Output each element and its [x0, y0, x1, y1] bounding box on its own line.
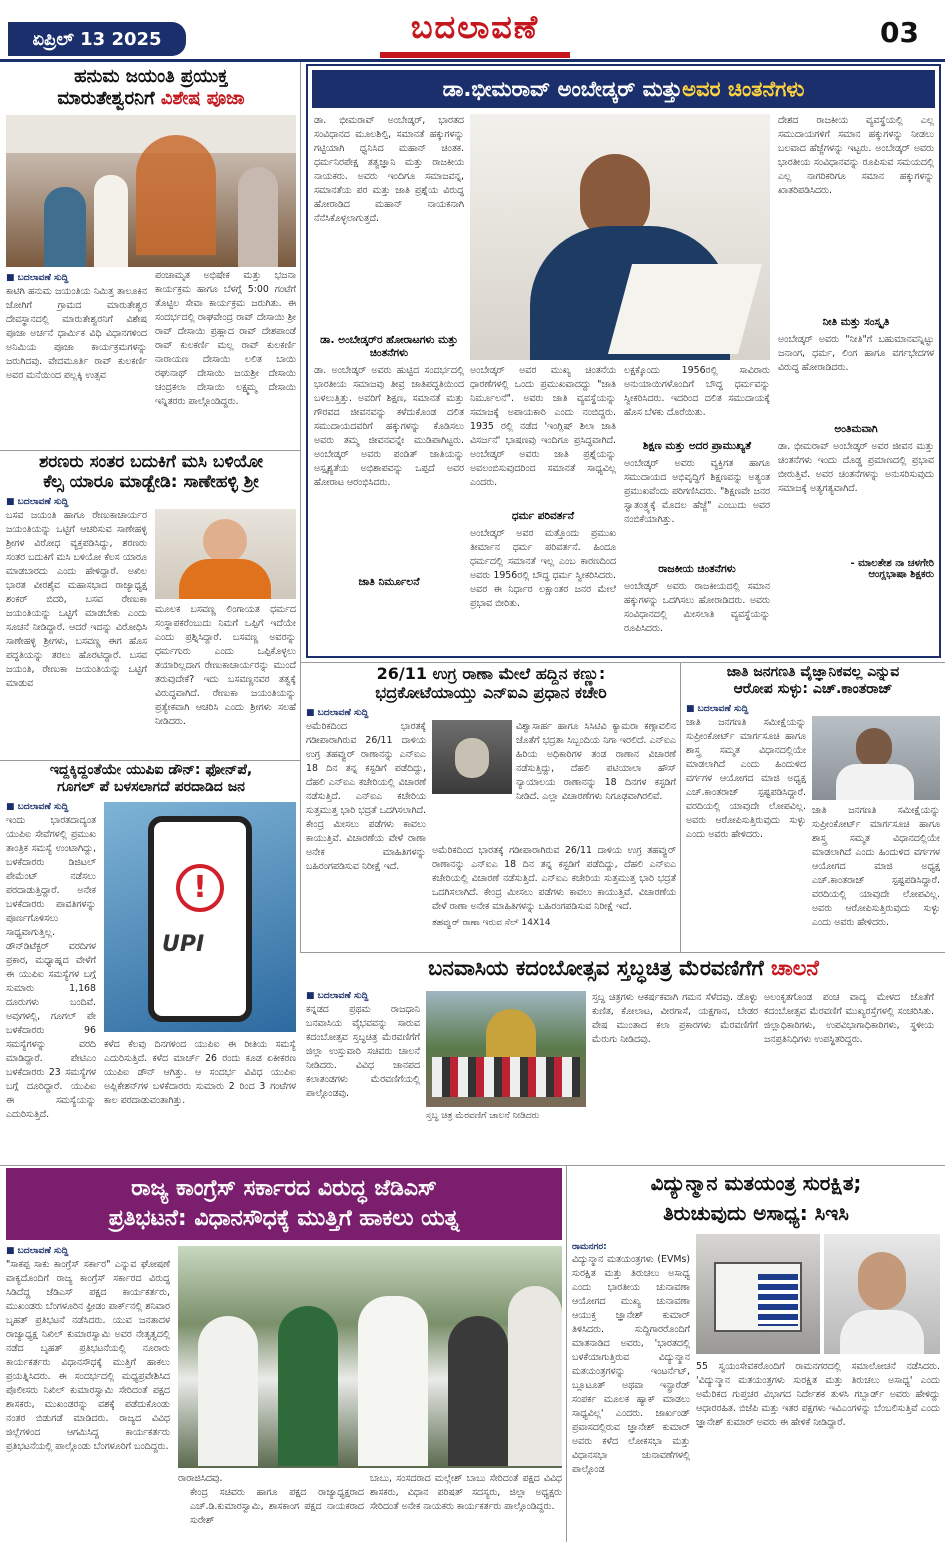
article-ambedkar — [306, 64, 941, 658]
photo-caption: ತಹವ್ವುರ್ ರಾಣಾ ಇರುವ ಸೆಲ್ 14X14 — [432, 918, 551, 929]
ambedkar-portrait — [470, 114, 770, 360]
ambedkar-col1-lower — [314, 328, 464, 593]
rana-photo — [432, 720, 512, 794]
article-kantharaj — [686, 664, 940, 950]
section-divider — [0, 1165, 945, 1166]
article-sanehalli-shri — [6, 452, 296, 758]
ambedkar-body-col4c: ಡಾ. ಭೀಮರಾವ್ ಅಂಬೇಡ್ಕರ್ ಅವರ ಜೀವನ ಮತ್ತು ಚಿಂತನೆಗಳು ಇಂದು ದೊಡ್ಡ ಪ್ರಮಾಣದಲ್ಲಿ ಪ್ರಭಾವ ಬೀರುತ್ತಿವೆ. ಅವರ ಚಿಂತನೆಗಳನ್ನು ಅನುಸರಿಸುವುದು ಸಮಾಜಕ್ಕೆ ಅತ್ಯಗತ್ಯವಾಗಿದೆ. — [778, 441, 934, 494]
headline-line2: ಭದ್ರಕೋಟೆಯಾಯ್ತು ಎನ್‌ಐಎ ಪ್ರಧಾನ ಕಚೇರಿ — [375, 683, 607, 703]
headline-line1: ಹನುಮ ಜಯಂತಿ ಪ್ರಯುಕ್ತ — [74, 66, 228, 87]
ambedkar-body-col4b: ಅಂಬೇಡ್ಕರ್ ಅವರು "ನೀತಿ"ಗೆ ಬಹುಮಾನವನ್ನಿಟ್ಟು ಜನಾಂಗ, ಧರ್ಮ, ಲಿಂಗ ಹಾಗೂ ವರ್ಗಭೇದಗಳ ವಿರುದ್ಧ ಹೋರಾಡಿದರು. — [778, 334, 934, 373]
article-body-col1: ಜಾತಿ ಜನಗಣತಿ ಸಮೀಕ್ಷೆಯನ್ನು ಸುಪ್ರೀಂಕೋರ್ಟ್ ಮಾರ್ಗಸೂಚಿ ಹಾಗೂ ಶಾಸ್ತ್ರ ಸಮ್ಮತ ವಿಧಾನದಲ್ಲಿಯೇ ಮಾಡಲಾಗಿದೆ ಎಂದು ಹಿಂದುಳಿದ ವರ್ಗಗಳ ಆಯೋಗದ ಮಾಜಿ ಅಧ್ಯಕ್ಷ ಎಚ್.ಕಾಂತರಾಜ್ ಸ್ಪಷ್ಟಪಡಿಸಿದ್ದಾರೆ. ವರದಿಯಲ್ಲಿ ಯಾವುದೇ ಲೋಪವಿಲ್ಲ. ಅವರು ಆರೋಪಿಸುತ್ತಿರುವುದು ಸುಳ್ಳು ಎಂದು ಅವರು ಹೇಳಿದರು. — [686, 716, 806, 840]
headline-line2: ಮಾರುತೇಶ್ವರನಿಗೆ ವಿಶೇಷ ಪೂಜಾ — [57, 87, 245, 109]
newspaper-title: ಬದಲಾವಣೆ — [410, 8, 540, 46]
headline: ಬನವಾಸಿಯ ಕದಂಬೋತ್ಸವ ಸ್ತಬ್ಧಚಿತ್ರ ಮೆರವಣಿಗೆಗೆ ಚಾಲನೆ — [428, 956, 819, 980]
section-divider — [0, 760, 300, 761]
dateline: ರಾಮನಗರ: — [572, 1242, 607, 1252]
byline: ■ ಬದಲಾವಣೆ ಸುದ್ದಿ — [306, 991, 369, 1002]
brand-underline — [380, 52, 570, 58]
ambedkar-headline: ಡಾ.ಭೀಮರಾವ್ ಅಂಬೇಡ್ಕರ್ ಮತ್ತು ಅವರ ಚಿಂತನೆಗಳು — [312, 70, 935, 108]
article-body-col1: "ಸಾಕಪ್ಪ ಸಾಕು ಕಾಂಗ್ರೆಸ್ ಸರ್ಕಾರ" ಎನ್ನುವ ಘೋಷಣೆ ವಾಕ್ಯದೊಂದಿಗೆ ರಾಜ್ಯ ಕಾಂಗ್ರೆಸ್ ಸರ್ಕಾರದ ವಿರುದ್ಧ ಸಿಡಿದೆದ್ದ ಜೆಡಿಎಸ್ ಪಕ್ಷದ ಕಾರ್ಯಕರ್ತರು, ಮುಖಂಡರು ಬೆಂಗಳೂರಿನ ಫ್ರೀಡಂ ಪಾರ್ಕ್‌ನಲ್ಲಿ ಶನಿವಾರ ಬೃಹತ್ ಪ್ರತಿಭಟನೆ ನಡೆಸಿದರು. ಯುವ ಜನತಾದಳ ರಾಜ್ಯಾಧ್ಯಕ್ಷ ನಿಖಿಲ್ ಕುಮಾರಸ್ವಾಮಿ ಅವರ ನೇತೃತ್ವದಲ್ಲಿ ನಡೆದ ಬೃಹತ್ ಪ್ರತಿಭಟನೆಯಲ್ಲಿ ನೂರಾರು ಕಾರ್ಯಕರ್ತರು ವಿಧಾನಸೌಧಕ್ಕೆ ಮುತ್ತಿಗೆ ಹಾಕಲು ಪ್ರಯತ್ನಿಸಿದರು. ಈ ಸಂದರ್ಭದಲ್ಲಿ ಮಧ್ಯಪ್ರವೇಶಿಸಿದ ಪೊಲೀಸರು ನಿಖಿಲ್ ಕುಮಾರಸ್ವಾಮಿ ಸೇರಿದಂತೆ ಪಕ್ಷದ ಶಾಸಕರು, ಮುಖಂಡರನ್ನು ವಶಕ್ಕೆ ಪಡೆದುಕೊಂಡು ನಂತರ ಬಿಡುಗಡೆ ಮಾಡಿದರು. ರಾಜ್ಯದ ವಿವಿಧ ಜಿಲ್ಲೆಗಳಿಂದ ಆಗಮಿಸಿದ್ದ ಕಾರ್ಯಕರ್ತರು ಪ್ರತಿಭಟನೆಯಲ್ಲಿ ಪಾಲ್ಗೊಂಡು ಬೆಂಗಳೂರಿಗೆ ಬಂದಿದ್ದರು. — [6, 1259, 170, 1452]
ambedkar-body-col3: ಲಕ್ಷಕ್ಕೊಂದು 1956ರಲ್ಲಿ ಸಾವಿರಾರು ಅನುಯಾಯಿಗಳೊಂದಿಗೆ ಬೌದ್ಧ ಧರ್ಮವನ್ನು ಸ್ವೀಕರಿಸಿದರು. ಇದರಿಂದ ದಲಿತ ಸಮುದಾಯಕ್ಕೆ ಹೊಸ ಬೆಳಕು ದೊರೆಯಿತು. — [624, 365, 770, 418]
article-body-col1: ವಿದ್ಯುನ್ಮಾನ ಮತಯಂತ್ರಗಳು (EVMs) ಸುರಕ್ಷಿತ ಮತ್ತು ತಿರುಚಲು ಅಸಾಧ್ಯ ಎಂದು ಭಾರತೀಯ ಚುನಾವಣಾ ಆಯೋಗದ ಮುಖ್ಯ ಚುನಾವಣಾ ಆಯುಕ್ತ ಜ್ಞಾನೇಶ್ ಕುಮಾರ್ ತಿಳಿಸಿದರು. ಸುದ್ದಿಗಾರರೊಂದಿಗೆ ಮಾತನಾಡಿದ ಅವರು, 'ಭಾರತದಲ್ಲಿ ಬಳಕೆಯಾಗುತ್ತಿರುವ ವಿದ್ಯುನ್ಮಾನ ಮತಯಂತ್ರಗಳನ್ನು ಇಂಟರ್ನೆಟ್, ಬ್ಲೂಟೂತ್ ಅಥವಾ ಇನ್ಫ್ರಾರೆಡ್ ಸಂಪರ್ಕ ಮೂಲಕ ಹ್ಯಾಕ್ ಮಾಡಲು ಸಾಧ್ಯವಿಲ್ಲ' ಎಂದರು. ಜಾರ್ಖಂಡ್ ಪ್ರವಾಸದಲ್ಲಿರುವ ಜ್ಞಾನೇಶ್ ಕುಮಾರ್ ಅವರು ಕಳೆದ ಲೋಕಸಭಾ ಮತ್ತು ವಿಧಾನಸಭಾ ಚುನಾವಣೆಗಳಲ್ಲಿ ಪಾಲ್ಗೊಂಡ — [572, 1254, 690, 1475]
column-divider — [680, 662, 681, 952]
subheading: ಜಾತಿ ನಿರ್ಮೂಲನೆ — [358, 576, 420, 588]
subheading: ನೀತಿ ಮತ್ತು ಸಂಸ್ಕೃತಿ — [822, 316, 890, 328]
byline: ■ ಬದಲಾವಣೆ ಸುದ್ದಿ — [6, 273, 69, 284]
article-body-col3: ಅಮೆರಿಕದಿಂದ ಭಾರತಕ್ಕೆ ಗಡೀಪಾರಾಗಿರುವ 26/11 ದಾಳಿಯ ಉಗ್ರ ತಹವ್ವುರ್ ರಾಣಾನನ್ನು ಎನ್‌ಐಎ 18 ದಿನ ತನ್ನ ಕಸ್ಟಡಿಗೆ ಪಡೆದಿದ್ದು, ದೆಹಲಿ ಎನ್‌ಐಎ ಕಚೇರಿಯಲ್ಲಿ ವಿಚಾರಣೆ ನಡೆಸುತ್ತಿದೆ. ಎನ್‌ಐಎ ಕಚೇರಿಯ ಸುತ್ತಮುತ್ತ ಭಾರಿ ಭದ್ರತೆ ಒದಗಿಸಲಾಗಿದೆ. ಕೇಂದ್ರ ಮೀಸಲು ಪಡೆಗಳು ಕಾವಲು ಕಾಯುತ್ತಿವೆ. ವಿಚಾರಣೆಯ ವೇಳೆ ರಾಣಾ ಅನೇಕ ಮಾಹಿತಿಗಳನ್ನು ಬಹಿರಂಗಪಡಿಸುವ ನಿರೀಕ್ಷೆ ಇದೆ. — [432, 845, 676, 913]
ambedkar-body-col2: ಅಂಬೇಡ್ಕರ್ ಅವರ ಮುಖ್ಯ ಚಿಂತನೆಯ ಧಾರಣೆಗಳಲ್ಲಿ ಒಂದು ಪ್ರಮುಖವಾದದ್ದು "ಜಾತಿ ನಿರ್ಮೂಲನೆ". ಅವರು ಜಾತಿ ವ್ಯವಸ್ಥೆಯನ್ನು ಸಮಾಜಕ್ಕೆ ಅಪಾಯಕಾರಿ ಎಂದು ನಂಬಿದ್ದರು. 1935 ರಲ್ಲಿ ನಡೆದ 'ಇಂಗ್ಲಿಷ್ ಶಿಲಾ ಜಾತಿ ವಿಸರ್ಜನೆ' ಭಾಷಣವು ಇಂದಿಗೂ ಪ್ರಸಿದ್ಧವಾಗಿದೆ. ಅಂಬೇಡ್ಕರ್ ಅವರು ಜಾತಿ ಪ್ರಶ್ನೆಯನ್ನು ಅವಲಂಬಿಸುವುದರಿಂದ ಸಮಾನತೆ ಸಾಧ್ಯವಿಲ್ಲ ಎಂದರು. — [470, 365, 616, 488]
article-body-col3: ಅಲಂಕೃತಗೊಂಡ ಪಂಚ ವಾದ್ಯ ಮೇಳದ ಜೊತೆಗೆ ಕದಂಬೋತ್ಸವ ಮೆರವಣಿಗೆ ಮುಖ್ಯರಸ್ತೆಗಳಲ್ಲಿ ಸಂಚರಿಸಿತು. ಜಿಲ್ಲಾಧಿಕಾರಿಗಳು, ಉಪವಿಭಾಗಾಧಿಕಾರಿಗಳು, ಸ್ಥಳೀಯ ಜನಪ್ರತಿನಿಧಿಗಳು ಉಪಸ್ಥಿತರಿದ್ದರು. — [764, 992, 934, 1046]
article-body-col1: ಇಂದು ಭಾರತದಾದ್ಯಂತ ಯುಪಿಐ ಸೇವೆಗಳಲ್ಲಿ ಪ್ರಮುಖ ತಾಂತ್ರಿಕ ಸಮಸ್ಯೆ ಉಂಟಾಗಿದ್ದು, ಬಳಕೆದಾರರು ಡಿಜಿಟಲ್ ಪೇಮೆಂಟ್ ನಡೆಸಲು ಪರದಾಡುತ್ತಿದ್ದಾರೆ. ಅನೇಕ ಬಳಕೆದಾರರು ಪಾವತಿಗಳನ್ನು ಪೂರ್ಣಗೊಳಿಸಲು ಸಾಧ್ಯವಾಗುತ್ತಿಲ್ಲ. ಡೌನ್‌ಡಿಟೆಕ್ಟರ್ ವರದಿಗಳ ಪ್ರಕಾರ, ಮಧ್ಯಾಹ್ನದ ವೇಳೆಗೆ ಈ ಯುಪಿಐ ಸಮಸ್ಯೆಗಳ ಬಗ್ಗೆ ಸುಮಾರು 1,168 ದೂರುಗಳು ಬಂದಿವೆ. ಅವುಗಳಲ್ಲಿ, ಗೂಗಲ್ ಪೇ ಬಳಕೆದಾರರು 96 ಸಮಸ್ಯೆಗಳನ್ನು ವರದಿ ಮಾಡಿದ್ದಾರೆ. ಪೇಟಿಎಂ ಬಳಕೆದಾರರು 23 ಸಮಸ್ಯೆಗಳ ಬಗ್ಗೆ ದೂರಿದ್ದಾರೆ. ಯುಪಿಐ ಈ ಸಮಸ್ಯೆಯನ್ನು ಎದುರಿಸುತ್ತಿದೆ. — [6, 814, 96, 1120]
byline: ■ ಬದಲಾವಣೆ ಸುದ್ದಿ — [6, 801, 69, 812]
subheading: ಶಿಕ್ಷಣ ಮತ್ತು ಅದರ ಪ್ರಾಮುಖ್ಯತೆ — [642, 440, 752, 452]
ambedkar-body-col2b: ಅಂಬೇಡ್ಕರ್ ಅವರ ಮತ್ತೊಂದು ಪ್ರಮುಖ ತೀರ್ಮಾನ ಧರ್ಮ ಪರಿವರ್ತನೆ. ಹಿಂದೂ ಧರ್ಮದಲ್ಲಿ ಸಮಾನತೆ ಇಲ್ಲ ಎಂಬ ಕಾರಣದಿಂದ ಅವರು 1956ರಲ್ಲಿ ಬೌದ್ಧ ಧರ್ಮ ಸ್ವೀಕರಿಸಿದರು. ಅವರ ಈ ನಿರ್ಧಾರ ಲಕ್ಷಾಂತರ ಜನರ ಮೇಲೆ ಪ್ರಭಾವ ಬೀರಿತು. — [470, 528, 616, 609]
article-body-col2: ಮೂಲಕ ಬಸವಣ್ಣ ಲಿಂಗಾಯತ ಧರ್ಮದ ಸಂಸ್ಥಾಪಕರೆಂಬುದು ನಿಮಗೆ ಒಪ್ಪಿಗೆ ಇದೆಯೇ ಎಂದು ಪ್ರಶ್ನಿಸಿದ್ದಾರೆ. ಬಸವಣ್ಣ ಅವರನ್ನು ಧರ್ಮಗುರು ಎಂದು ಒಪ್ಪಿಕೊಳ್ಳಲು ತಯಾರಿಲ್ಲದಾಗ ರೇಣುಕಾಚಾರ್ಯರನ್ನು ಮುಂದೆ ತರುವುದೇಕೆ? ಇದು ಬಸವಣ್ಣನವರ ತತ್ವಕ್ಕೆ ವಿರುದ್ಧವಾಗಿದೆ. ರೇಣುಕಾ ಜಯಂತಿಯನ್ನು ಪ್ರತ್ಯೇಕವಾಗಿ ಆಚರಿಸಿ ಎಂದು ಶ್ರೀಗಳು ಸಲಹೆ ನೀಡಿದರು. — [155, 603, 296, 727]
photo-caption-left: ಕೇಂದ್ರ ಸಚಿವರು ಹಾಗೂ ಪಕ್ಷದ ರಾಜ್ಯಾಧ್ಯಕ್ಷರಾದ ಎಚ್.ಡಿ.ಕುಮಾರಸ್ವಾಮಿ, ಶಾಸಕಾಂಗ ಪಕ್ಷದ ನಾಯಕರಾದ ಸುರೇಶ್ — [190, 1487, 364, 1526]
ambedkar-col3 — [624, 364, 770, 636]
article-body-col1: ಕಾಟಿಗಿ ಹನುಮ ಜಯಂತಿಯ ನಿಮಿತ್ತ ತಾಲೂಕಿನ ಜೋಗಿಗೆ ಗ್ರಾಮದ ಮಾರುತೇಶ್ವರ ದೇವಸ್ಥಾನದಲ್ಲಿ ಮಾರುತೇಶ್ವರನಿಗೆ ವಿಶೇಷ ಪೂಜಾ ಅರ್ಚನೆ ಧಾರ್ಮಿಕ ವಿಧಿ ವಿಧಾನಗಳಿಂದ ಅನಿಮಿಯ ಪೂಜಾ ಕಾರ್ಯಕ್ರಮಗಳನ್ನು ಜರುಗಿದವು. ವೇದಮೂರ್ತಿ ರಾವ್ ಕುಲಕರ್ಣಿ ಅವರ ಮನೆಯಿಂದ ಪಲ್ಲಕ್ಕಿ ಉತ್ಸವ — [6, 286, 147, 382]
issue-date: ಏಪ್ರಿಲ್ 13 2025 — [8, 22, 186, 56]
evm-photo — [696, 1234, 820, 1354]
headline-line2: ಗೂಗಲ್ ಪೆ ಬಳಸಲಾಗದೆ ಪರದಾಡಿದ ಜನ — [57, 778, 245, 795]
ambedkar-body-col4: ದೇಶದ ರಾಜಕೀಯ ವ್ಯವಸ್ಥೆಯಲ್ಲಿ ಎಲ್ಲ ಸಮುದಾಯಗಳಿಗೆ ಸಮಾನ ಹಕ್ಕುಗಳನ್ನು ನೀಡಲು ಬಲವಾದ ಹೆಜ್ಜೆಗಳನ್ನು ಇಟ್ಟರು. ಅಂಬೇಡ್ಕರ್ ಅವರು ಭಾರತೀಯ ಸಂವಿಧಾನವನ್ನು ರೂಪಿಸುವ ಸಮಯದಲ್ಲಿ ಎಲ್ಲ ನಾಗರಿಕರಿಗೂ ಸಮಾನ ಹಕ್ಕುಗಳನ್ನು ಖಾತರಿಪಡಿಸಿದರು. — [778, 115, 934, 196]
article-body-col2: ಪಂಚಾಮೃತ ಅಭಿಷೇಕ ಮತ್ತು ಭಜನಾ ಕಾರ್ಯಕ್ರಮ ಹಾಗೂ ಬೆಳಗ್ಗೆ 5:00 ಗಂಟೆಗೆ ತೊಟ್ಟಿಲ ಸೇವಾ ಕಾರ್ಯಕ್ರಮ ಜರುಗಿತು. ಈ ಸಂದರ್ಭದಲ್ಲಿ ರಾಘವೇಂದ್ರ ರಾವ್ ದೇಸಾಯಿ ಶ್ರೀ ರಾವ್ ದೇಸಾಯಿ ಪ್ರಹ್ಲಾದ ರಾವ್ ದೇಶಪಾಂಡೆ ರಾವ್ ಕುಲಕರ್ಣಿ ಮಲ್ಲ ರಾವ್ ಕುಲಕರ್ಣಿ ನಾರಾಯಣ ದೇಸಾಯಿ ಲಲಿತ ಬಾಯಿ ರಘುನಾಥ್ ದೇಸಾಯಿ ಜಯಶ್ರೀ ದೇಸಾಯಿ ಚಂದ್ರಕಲಾ ದೇಸಾಯಿ ಲಕ್ಷ್ಮಮ್ಮ ದೇಸಾಯಿ ಇನ್ನಿತರರು ಪಾಲ್ಗೊಂಡಿದ್ದರು. — [155, 270, 296, 408]
cec-photo — [824, 1234, 940, 1354]
headline-line2: ತಿರುಚುವುದು ಅಸಾಧ್ಯ: ಸಿಇಸಿ — [663, 1201, 849, 1225]
ambedkar-col4 — [778, 114, 934, 580]
column-divider — [566, 1165, 567, 1542]
article-body-col2: ಸ್ತಬ್ಧ ಚಿತ್ರಗಳು ಆಕರ್ಷಕವಾಗಿ ಗಮನ ಸೆಳೆದವು. ಡೊಳ್ಳು ಕುಣಿತ, ಕೋಲಾಟ, ವೀರಗಾಸೆ, ಯಕ್ಷಗಾನ, ಬೇಡರ ವೇಷ ಮುಂತಾದ ಕಲಾ ಪ್ರಕಾರಗಳು ಮೆರವಣಿಗೆಗೆ ಮೆರುಗು ನೀಡಿದವು. — [592, 992, 758, 1046]
swamiji-photo — [155, 509, 296, 599]
ambedkar-body-col3c: ಅಂಬೇಡ್ಕರ್ ಅವರು ರಾಜಕೀಯದಲ್ಲಿ ಸಮಾನ ಹಕ್ಕುಗಳನ್ನು ಒದಗಿಸಲು ಹೋರಾಡಿದರು. ಅವರು ಸಂವಿಧಾನದಲ್ಲಿ ಮೀಸಲಾತಿ ವ್ಯವಸ್ಥೆಯನ್ನು ರೂಪಿಸಿದರು. — [624, 581, 770, 634]
subheading: ಡಾ. ಅಂಬೇಡ್ಕರ್‌ರ ಹೋರಾಟಗಳು ಮತ್ತು ಚಿಂತನೆಗಳು — [320, 334, 458, 359]
author-name: - ಮಾಲತೇಶ ನಾ ಚಳಗೇರಿ — [850, 558, 934, 569]
headline-line1: ಜಾತಿ ಜನಗಣತಿ ವೈಜ್ಞಾನಿಕವಲ್ಲ ಎನ್ನುವ — [726, 664, 900, 680]
upi-logo: UPI — [162, 931, 205, 957]
headline-line1: ಇದ್ದಕ್ಕಿದ್ದಂತೆಯೇ ಯುಪಿಐ ಡೌನ್: ಫೋನ್‌ಪೆ, — [49, 762, 253, 778]
article-upi-down — [6, 762, 296, 1162]
ambedkar-body-col3b: ಅಂಬೇಡ್ಕರ್ ಅವರು ವ್ಯಕ್ತಿಗತ ಹಾಗೂ ಸಮುದಾಯದ ಅಭಿವೃದ್ಧಿಗೆ ಶಿಕ್ಷಣವನ್ನು ಅತ್ಯಂತ ಪ್ರಮುಖವೆಂದು ಪರಿಗಣಿಸಿದರು. "ಶಿಕ್ಷಣವೇ ಜನರ ಸ್ವಾತಂತ್ರ್ಯಕ್ಕೆ ಮೊದಲ ಹೆಜ್ಜೆ" ಎಂಬುದು ಅವರ ನಂಬಿಕೆಯಾಗಿತ್ತು. — [624, 458, 770, 525]
jds-headline — [6, 1168, 562, 1240]
article-body-col2: ಕಳೆದ ಕೆಲವು ದಿನಗಳಿಂದ ಯುಪಿಐ ಈ ರೀತಿಯ ಸಮಸ್ಯೆ ಎದುರಿಸುತ್ತಿದೆ. ಕಳೆದ ಮಾರ್ಚ್ 26 ರಂದು ಕೂಡ ಏಕೀಕರಣ ಯುಪಿಐ ಡೌನ್ ಆಗಿತ್ತು. ಆ ಸಂದರ್ಭ ವಿವಿಧ ಯುಪಿಐ ಅಪ್ಲಿಕೇಶನ್‌ಗಳ ಬಳಕೆದಾರರು ಸುಮಾರು 2 ರಿಂದ 3 ಗಂಟೆಗಳ ಕಾಲ ಪರದಾಡುವಂತಾಗಿತ್ತು. — [104, 1038, 296, 1106]
warning-icon: ! — [176, 864, 224, 912]
section-divider — [300, 662, 945, 663]
subheading: ಧರ್ಮ ಪರಿವರ್ತನೆ — [511, 510, 575, 522]
column-divider — [300, 662, 301, 952]
headline-line1: ರಾಜ್ಯ ಕಾಂಗ್ರೆಸ್ ಸರ್ಕಾರದ ವಿರುದ್ಧ ಜೆಡಿಎಸ್ — [131, 1176, 437, 1201]
headline-line2: ಪ್ರತಿಭಟನೆ: ವಿಧಾನಸೌಧಕ್ಕೆ ಮುತ್ತಿಗೆ ಹಾಕಲು ಯತ್ನ — [108, 1206, 460, 1231]
headline-line1: 26/11 ಉಗ್ರ ರಾಣಾ ಮೇಲೆ ಹದ್ದಿನ ಕಣ್ಣು: — [376, 664, 606, 683]
byline: ■ ಬದಲಾವಣೆ ಸುದ್ದಿ — [6, 496, 69, 507]
byline: ■ ಬದಲಾವಣೆ ಸುದ್ದಿ — [686, 703, 749, 714]
article-body-col2: ಜಾತಿ ಜನಗಣತಿ ಸಮೀಕ್ಷೆಯನ್ನು ಸುಪ್ರೀಂಕೋರ್ಟ್ ಮಾರ್ಗಸೂಚಿ ಹಾಗೂ ಶಾಸ್ತ್ರ ಸಮ್ಮತ ವಿಧಾನದಲ್ಲಿಯೇ ಮಾಡಲಾಗಿದೆ ಎಂದು ಹಿಂದುಳಿದ ವರ್ಗಗಳ ಆಯೋಗದ ಮಾಜಿ ಅಧ್ಯಕ್ಷ ಎಚ್.ಕಾಂತರಾಜ್ ಸ್ಪಷ್ಟಪಡಿಸಿದ್ದಾರೆ. ವರದಿಯಲ್ಲಿ ಯಾವುದೇ ಲೋಪವಿಲ್ಲ. ಅವರು ಆರೋಪಿಸುತ್ತಿರುವುದು ಸುಳ್ಳು ಎಂದು ಅವರು ಹೇಳಿದರು. — [812, 804, 940, 928]
author-title: ಆಂಗ್ಲಭಾಷಾ ಶಿಕ್ಷಕರು — [868, 569, 934, 580]
upi-phone-graphic — [104, 802, 296, 1032]
article-rana-nia — [306, 664, 676, 950]
headline-line1: ಶರಣರು ಸಂತರ ಬದುಕಿಗೆ ಮಸಿ ಬಳಿಯೋ — [38, 452, 264, 472]
article-hanuma-jayanti — [6, 64, 296, 448]
byline: ■ ಬದಲಾವಣೆ ಸುದ್ದಿ — [6, 1246, 69, 1256]
headline-line2: ಆರೋಪ ಸುಳ್ಳು: ಎಚ್.ಕಾಂತರಾಜ್ — [733, 680, 893, 697]
procession-photo — [426, 991, 586, 1107]
article-body-col1: ಬಸವ ಜಯಂತಿ ಹಾಗೂ ರೇಣುಕಾಚಾರ್ಯರ ಜಯಂತಿಯನ್ನು ಒಟ್ಟಿಗೆ ಆಚರಿಸುವ ಸಾಣೇಹಳ್ಳಿ ಶ್ರೀಗಳ ವಿರೋಧ ವ್ಯಕ್ತಪಡಿಸಿದ್ದು, ಶರಣರು ಸಂತರ ಬದುಕಿಗೆ ಮಸಿ ಬಳಿಯೋ ಕೆಲಸ ಯಾರೂ ಮಾಡಬಾರದು ಎಂದು ಹೇಳಿದ್ದಾರೆ. ಅಖಿಲ ಭಾರತ ವೀರಶೈವ ಮಹಾಸಭಾದ ರಾಜ್ಯಾಧ್ಯಕ್ಷ ಶಂಕರ್ ಬಿದರಿ, ಬಸವ ರೇಣುಕಾ ಜಯಂತಿಯನ್ನು ಒಟ್ಟಿಗೆ ಮಾಡಬೇಕು ಎಂದು ಸೂಚನೆ ನೀಡಿದ್ದಾರೆ. ಆದರೆ ಇದನ್ನು ವಿರೋಧಿಸಿ ಸಾಣೇಹಳ್ಳಿ ಶ್ರೀಗಳು, ಬಸವಣ್ಣ ಈಗ ಹೊಸ ಪದ್ಧತಿಯನ್ನು ತರಲು ಹೊರಟಿದ್ದಾರೆ. ಬಸವ ಜಯಂತಿ, ರೇಣುಕಾ ಜಯಂತಿಯನ್ನು ಒಟ್ಟಿಗೆ ಮಾಡುವ — [6, 509, 147, 689]
kantharaj-photo — [812, 716, 940, 800]
protest-photo — [178, 1246, 562, 1468]
byline: ■ ಬದಲಾವಣೆ ಸುದ್ದಿ — [306, 708, 369, 719]
subheading: ರಾಜಕೀಯ ಚಿಂತನೆಗಳು — [658, 563, 736, 575]
ambedkar-col2 — [470, 364, 616, 647]
subheading: ಅಂತಿಮವಾಗಿ — [834, 423, 878, 435]
photo-caption-start: ರಾರಾಜಿಸಿದವು. — [178, 1473, 223, 1484]
photo-caption: ಸ್ತಬ್ಧ ಚಿತ್ರ ಮೆರವಣಿಗೆ ಚಾಲನೆ ನೀಡಿದರು — [426, 1111, 540, 1122]
article-body-col2: 55 ಸ್ವಯಂಸೇವಕರೊಂದಿಗೆ ರಾಮನಗರದಲ್ಲಿ ಸಮಾಲೋಚನೆ ನಡೆಸಿದರು. 'ವಿದ್ಯುನ್ಮಾನ ಮತಯಂತ್ರಗಳು ಸುರಕ್ಷಿತ ಮತ್ತು ತಿರುಚಲು ಅಸಾಧ್ಯ' ಎಂದು ಅಮೆರಿಕದ ಗುಪ್ತಚರ ವಿಭಾಗದ ನಿರ್ದೇಶಕ ತುಳಸಿ ಗಬ್ಬಾರ್ಡ್ ಅವರು ಹೇಳಿದ್ದು ಆಧಾರರಹಿತ. ಬಿಜೆಪಿ ಮತ್ತು ಇತರ ಪಕ್ಷಗಳು ಇವಿಎಂಗಳನ್ನು ಬೆಂಬಲಿಸುತ್ತಿವೆ ಎಂದು ಜ್ಞಾನೇಶ್ ಕುಮಾರ್ ಅವರು ಈ ಹೇಳಿಕೆ ನೀಡಿದ್ದಾರೆ. — [696, 1361, 940, 1428]
article-body-col1: ಅಮೆರಿಕದಿಂದ ಭಾರತಕ್ಕೆ ಗಡೀಪಾರಾಗಿರುವ 26/11 ದಾಳಿಯ ಉಗ್ರ ತಹವ್ವುರ್ ರಾಣಾನನ್ನು ಎನ್‌ಐಎ 18 ದಿನ ತನ್ನ ಕಸ್ಟಡಿಗೆ ಪಡೆದಿದ್ದು, ದೆಹಲಿ ಎನ್‌ಐಎ ಕಚೇರಿಯಲ್ಲಿ ವಿಚಾರಣೆ ನಡೆಸುತ್ತಿದೆ. ಎನ್‌ಐಎ ಕಚೇರಿಯ ಸುತ್ತಮುತ್ತ ಭಾರಿ ಭದ್ರತೆ ಒದಗಿಸಲಾಗಿದೆ. ಕೇಂದ್ರ ಮೀಸಲು ಪಡೆಗಳು ಕಾವಲು ಕಾಯುತ್ತಿವೆ. ವಿಚಾರಣೆಯ ವೇಳೆ ರಾಣಾ ಅನೇಕ ಮಾಹಿತಿಗಳನ್ನು ಬಹಿರಂಗಪಡಿಸುವ ನಿರೀಕ್ಷೆ ಇದೆ. — [306, 721, 426, 873]
headline-line2: ಕೆಲ್ಸ ಯಾರೂ ಮಾಡ್ಬೇಡಿ: ಸಾಣೇಹಳ್ಳಿ ಶ್ರೀ — [43, 472, 259, 493]
article-jds-protest — [6, 1168, 562, 1540]
section-divider — [300, 952, 945, 953]
article-body-col1: ಕನ್ನಡದ ಪ್ರಥಮ ರಾಜಧಾನಿ ಬನವಾಸಿಯ ವೈಭವವನ್ನು ಸಾರುವ ಕದಂಬೋತ್ಸವ ಸ್ತಬ್ಧಚಿತ್ರ ಮೆರವಣಿಗೆಗೆ ಜಿಲ್ಲಾ ಉಸ್ತುವಾರಿ ಸಚಿವರು ಚಾಲನೆ ನೀಡಿದರು. ವಿವಿಧ ಜಾನಪದ ಕಲಾತಂಡಗಳು ಮೆರವಣಿಗೆಯಲ್ಲಿ ಪಾಲ್ಗೊಂಡವು. — [306, 1004, 420, 1100]
article-evm-safe — [572, 1168, 940, 1540]
photo-caption-right: ಬಾಬು, ಸಂಸದರಾದ ಮಲ್ಲೇಶ್ ಬಾಬು ಸೇರಿದಂತೆ ಪಕ್ಷದ ವಿವಿಧ ಶಾಸಕರು, ವಿಧಾನ ಪರಿಷತ್ ಸದಸ್ಯರು, ಜಿಲ್ಲಾ ಅಧ್ಯಕ್ಷರು ಸೇರಿದಂತೆ ಅನೇಕ ನಾಯಕರು ಕಾರ್ಯಕರ್ತರು ಪಾಲ್ಗೊಂಡಿದ್ದರು. — [370, 1473, 562, 1512]
temple-photo — [6, 115, 296, 267]
ambedkar-body-intro: ಡಾ. ಭೀಮರಾವ್ ಅಂಬೇಡ್ಕರ್, ಭಾರತದ ಸಂವಿಧಾನದ ಮೂಲಶಿಲ್ಪಿ, ಸಮಾನತೆ ಹಕ್ಕುಗಳನ್ನು ಗಟ್ಟಿಯಾಗಿ ಧ್ವನಿಸಿದ ಮಹಾನ್ ಚಿಂತಕ. ಧರ್ಮನಿರಪೇಕ್ಷ ತತ್ವಜ್ಞಾನಿ ಮತ್ತು ರಾಜಕೀಯ ನಾಯಕರು. ಅವರು ಇಂದಿಗೂ ಸಮಾಜವನ್ನ, ಸಮಾನತೆಯ ಪರ ಮತ್ತು ಜಾತಿ ಪ್ರಶ್ನೆಯ ವಿರುದ್ಧ ಹೋರಾಡಿದ ಮಹಾನ್ ನಾಯಕನಾಗಿ ನೆನೆಸಿಕೊಳ್ಳಲಾಗುತ್ತದೆ. — [314, 115, 464, 224]
headline-line1: ವಿದ್ಯುನ್ಮಾನ ಮತಯಂತ್ರ ಸುರಕ್ಷಿತ; — [650, 1171, 862, 1195]
ambedkar-body-col1: ಡಾ. ಅಂಬೇಡ್ಕರ್ ಅವರು ಹುಟ್ಟಿದ ಸಂದರ್ಭದಲ್ಲಿ ಭಾರತೀಯ ಸಮಾಜವು ತೀವ್ರ ಜಾತಿಪದ್ಧತಿಯಿಂದ ಬಳಲುತ್ತಿತ್ತು. ಅವರಿಗೆ ಶಿಕ್ಷಣ, ಸಮಾನತೆ ಮತ್ತು ಗೌರವದ ಜೀವನವನ್ನು ಕಳೆದುಕೊಂಡ ದಲಿತ ಸಮುದಾಯದವರಿಗೆ ಹಕ್ಕುಗಳನ್ನು ಕೊಡಿಸಲು ಅವರು ತಮ್ಮ ಜೀವನವನ್ನೇ ಮುಡಿಪಾಗಿಟ್ಟರು. ಅಂಬೇಡ್ಕರ್ ಅವರು ಪಂಡಿತ್ ಜಾತಿಯನ್ನು ಅಸ್ಪೃಶ್ಯತೆಯ ಅಭಿಶಾಪವನ್ನು ಒಪ್ಪದೆ ಅವರ ಹೋರಾಟ ಆರಂಭಿಸಿದರು. — [314, 365, 464, 488]
article-body-col2: ವಿಶ್ವಾಸಾರ್ಹ ಹಾಗೂ ಸಿಸಿಟಿವಿ ಕ್ಯಾಮರಾ ಕಣ್ಗಾವಲಿನ ಜೊತೆಗೆ ಭದ್ರತಾ ಸಿಬ್ಬಂದಿಯ ನಿಗಾ ಇರಲಿದೆ. ಎನ್‌ಐಎ ಹಿರಿಯ ಅಧಿಕಾರಿಗಳ ತಂಡ ರಾಣಾನ ವಿಚಾರಣೆ ನಡೆಸುತ್ತಿದ್ದು, ದೆಹಲಿ ಪಟಿಯಾಲಾ ಹೌಸ್ ನ್ಯಾಯಾಲಯ ರಾಣಾನನ್ನು 18 ದಿನಗಳ ಕಸ್ಟಡಿಗೆ ನೀಡಿದೆ. ಎಲ್ಲಾ ವಿಚಾರಣೆಗಳು ನಿಗೂಢವಾಗಿರಲಿವೆ. — [516, 721, 676, 803]
column-divider — [300, 62, 301, 662]
page-number: 03 — [880, 16, 919, 49]
article-kadambotsava — [306, 954, 941, 1162]
